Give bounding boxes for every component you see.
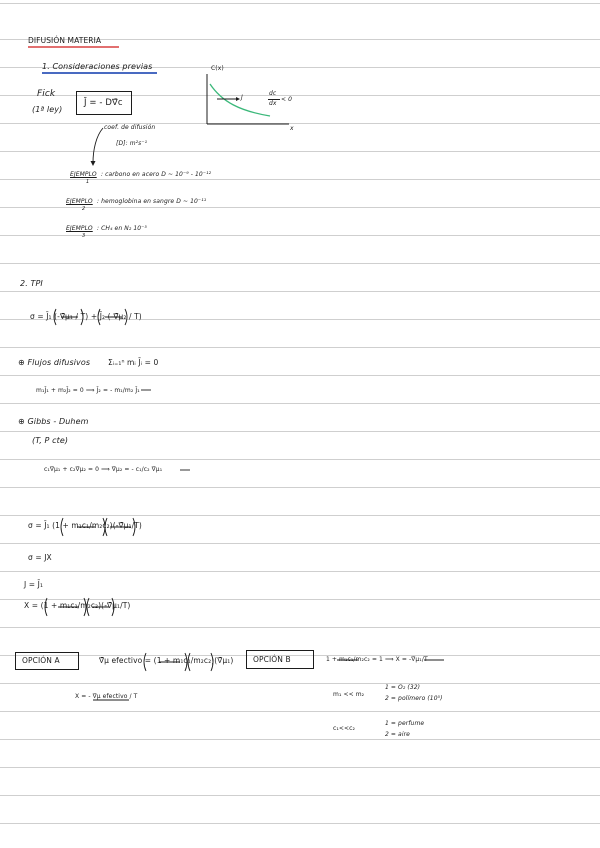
graph-condition-numerator: dc	[269, 90, 277, 97]
gibbs-duhem-label: ⊕ Gibbs - Duhem	[18, 417, 89, 426]
gibbs-duhem-condition: (T, P cte)	[32, 436, 69, 445]
gibbs-duhem-equation: c₁∇̄μ₁ + c₂∇̄μ₂ = 0 ⟹ ∇̄μ₂ = - c₁/c₂ ∇̄μ₁	[44, 466, 163, 473]
fick-formula: J̄ = - D∇̄c	[84, 98, 123, 108]
example-3-text: : CH₄ en N₂ 10⁻⁵	[97, 225, 147, 232]
case-1-line-1: 1 = O₂ (32)	[385, 684, 421, 691]
flux-relation-equation: m₁J̄₁ + m₂J̄₂ = 0 ⟹ J̄₂ = - m₁/m₂ J̄₁	[36, 387, 140, 394]
case-2-line-2: 2 = aire	[385, 731, 410, 738]
option-a-equation: ∇̄μ efectivo = (1 + m₁c₁/m₂c₂)(∇̄μ₁)	[99, 656, 234, 665]
example-1-label: EJEMPLO	[70, 171, 97, 178]
option-b-box	[246, 650, 314, 669]
entropy-production-expanded: σ = J̄₁ (1 + m₁c₁/m₂c₂)(-∇̄μ₁/T)	[28, 521, 142, 530]
option-b-label: OPCIÓN B	[253, 655, 291, 664]
section1-heading: 1. Consideraciones previas	[42, 62, 153, 71]
fick-label: Fick	[37, 89, 56, 99]
example-3-number: 3	[82, 233, 86, 239]
example-2-label: EJEMPLO	[66, 198, 93, 205]
graph-condition-relation: < 0	[281, 96, 293, 103]
coef-pointer-arrow	[93, 128, 103, 163]
fick-law-label: (1ª ley)	[32, 105, 63, 114]
case-1-line-2: 2 = polímero (10⁵)	[385, 695, 443, 702]
force-definition: X = (1 + m₁c₁/m₂c₂)(-∇̄μ₁/T)	[24, 601, 131, 610]
example-1-text: : carbono en acero D ~ 10⁻⁹ - 10⁻¹²	[101, 171, 212, 178]
example-1-number: 1	[86, 179, 90, 185]
graph-flux-label: J	[241, 94, 243, 101]
graph-condition-denominator: dx	[269, 100, 277, 107]
flux-sum-equation: Σᵢ₌₁ⁿ mᵢ J̄ᵢ = 0	[108, 358, 159, 367]
diffusive-fluxes-label: ⊕ Flujos difusivos	[18, 358, 91, 367]
coef-label: coef. de difusión	[104, 124, 156, 131]
option-a-label: OPCIÓN A	[22, 656, 60, 665]
example-3-label: EJEMPLO	[66, 225, 93, 232]
option-b-equation: 1 + m₁c₁/m₂c₂ ≃ 1 ⟹ X = -∇̄μ₁/T	[326, 656, 428, 663]
concentration-curve	[210, 84, 270, 116]
example-2-text: : hemoglobina en sangre D ~ 10⁻¹¹	[97, 198, 207, 205]
case-2-condition: c₁<<c₂	[333, 725, 356, 732]
case-2-line-1: 1 = perfume	[385, 720, 425, 727]
option-a-force: X = - ∇̄μ efectivo / T	[75, 693, 138, 700]
page-title: DIFUSIÓN MATERIA	[28, 36, 102, 45]
fick-formula-box	[76, 91, 132, 115]
section2-heading: 2. TPI	[20, 279, 43, 288]
option-a-box	[15, 652, 79, 670]
sigma-jx-equation: σ = JX	[28, 553, 52, 562]
graph-x-label: x	[290, 125, 294, 132]
entropy-production-equation: σ = J̄₁ (-∇̄μ₁ / T) + J̄₂ (-∇̄μ₂ / T)	[30, 312, 142, 321]
flux-definition: J = J̄₁	[24, 580, 44, 589]
graph-y-label: C(x)	[211, 65, 224, 72]
diffusion-units: [D]: m²s⁻¹	[116, 140, 148, 147]
example-2-number: 2	[82, 206, 86, 212]
graph-condition-fraction-bar	[268, 99, 280, 100]
case-1-condition: m₁ << m₂	[333, 691, 365, 698]
